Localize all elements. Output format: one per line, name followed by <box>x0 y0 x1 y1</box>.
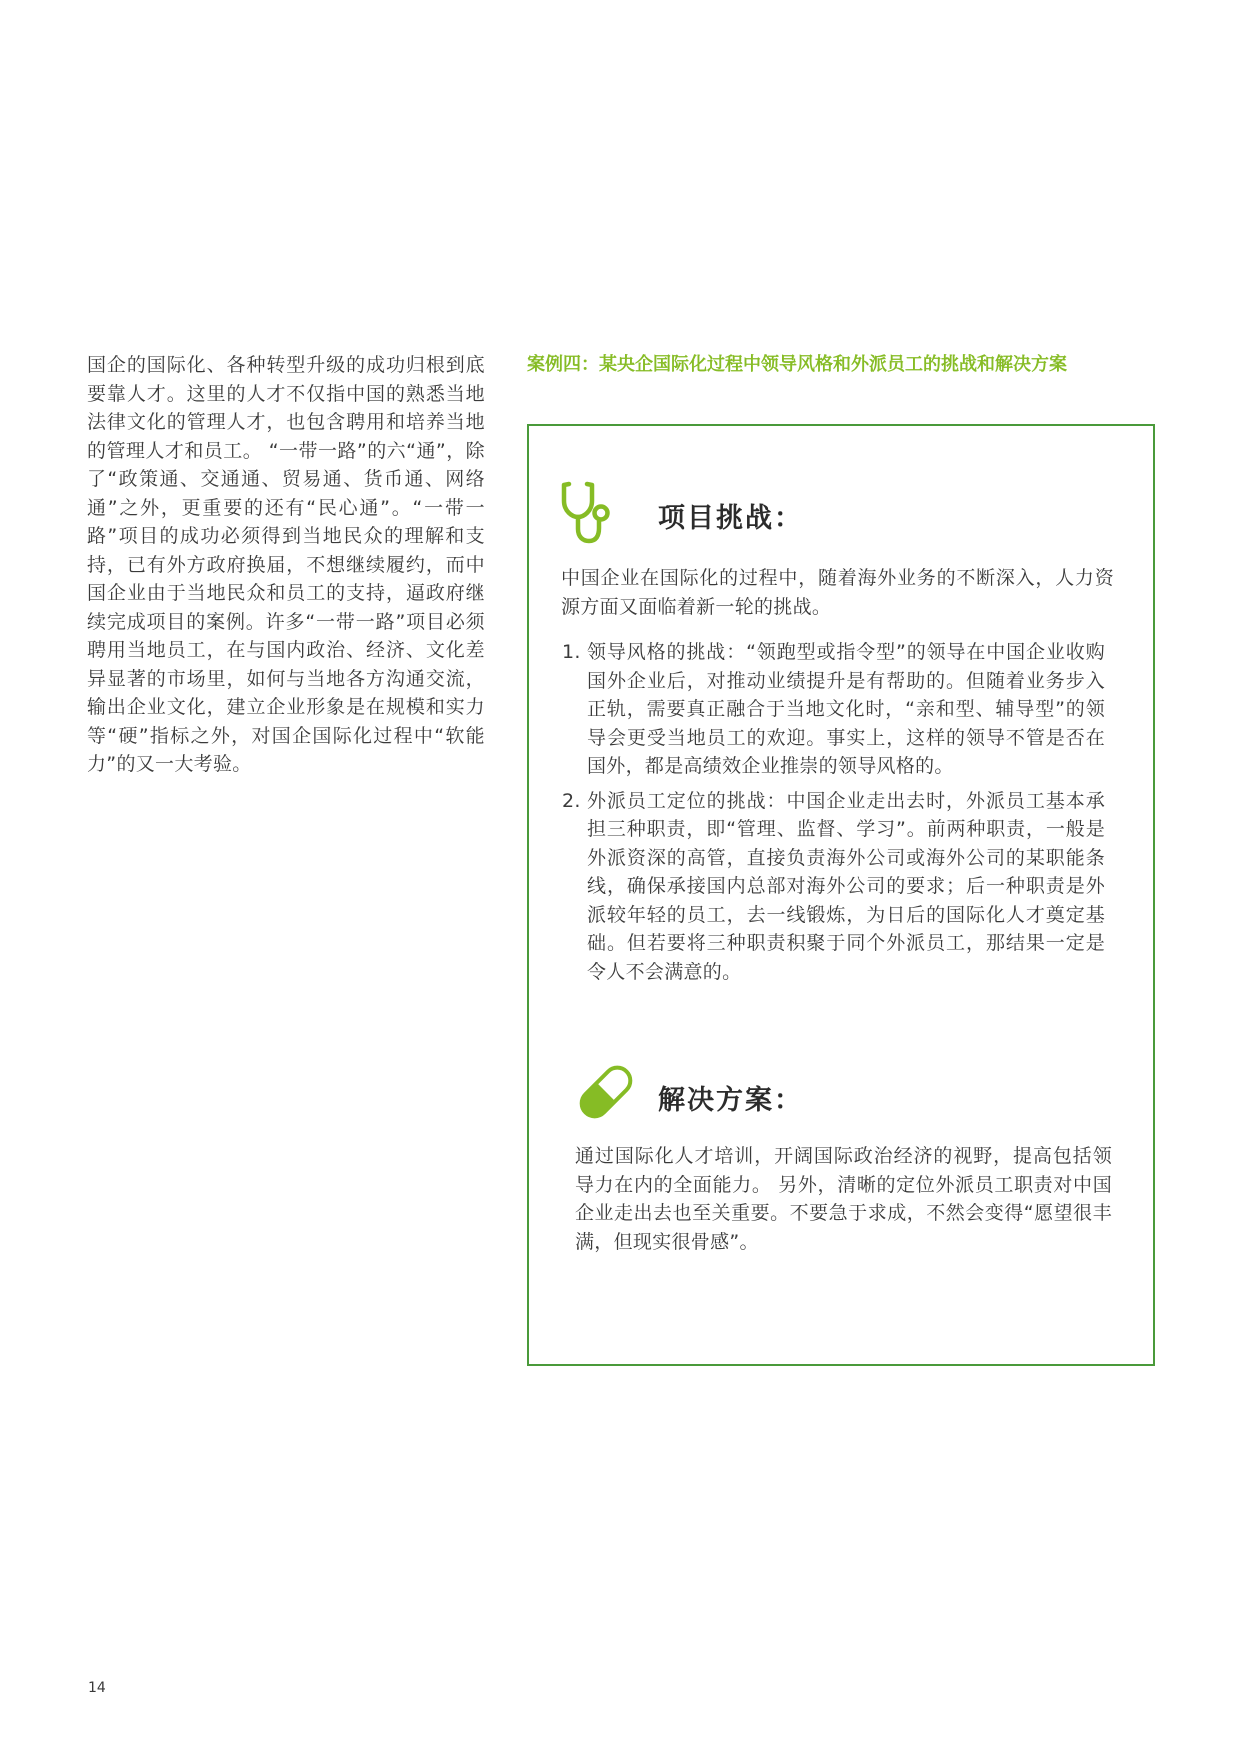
case-box <box>527 424 1155 1366</box>
case-title: 案例四：某央企国际化过程中领导风格和外派员工的挑战和解决方案 <box>527 354 1067 375</box>
page-number: 14 <box>88 1680 106 1696</box>
capsule-icon <box>572 1058 640 1126</box>
list-item <box>562 638 1105 781</box>
list-item-number: 2. <box>562 789 581 812</box>
stethoscope-icon <box>558 481 614 545</box>
solution-heading: 解决方案： <box>658 1085 803 1116</box>
list-item <box>562 787 1105 987</box>
solution-text: 通过国际化人才培训，开阔国际政治经济的视野，提高包括领导力在内的全面能力。 另外，清晰的定位外派员工职责对中国企业走出去也至关重要。不要急于求成，不然会变得“愿望很丰满，但现实很骨感”。 <box>575 1145 1112 1253</box>
challenge-list <box>562 638 1105 992</box>
list-item-text: 领导风格的挑战：“领跑型或指令型”的领导在中国企业收购国外企业后，对推动业绩提升是有帮助的。但随着业务步入正轨，需要真正融合于当地文化时，“亲和型、辅导型”的领导会更受当地员工的欢迎。事实上，这样的领导不管是否在国外，都是高绩效企业推崇的领导风格的。 <box>587 641 1105 777</box>
challenge-heading: 项目挑战： <box>658 503 803 534</box>
challenge-intro: 中国企业在国际化的过程中，随着海外业务的不断深入，人力资源方面又面临着新一轮的挑战。 <box>561 567 1114 618</box>
list-item-text: 外派员工定位的挑战：中国企业走出去时，外派员工基本承担三种职责，即“管理、监督、学习”。前两种职责，一般是外派资深的高管，直接负责海外公司或海外公司的某职能条线，确保承接国内总部对海外公司的要求；后一种职责是外派较年轻的员工，去一线锻炼，为日后的国际化人才奠定基础。但若要将三种职责积聚于同个外派员工，那结果一定是令人不会满意的。 <box>587 789 1105 983</box>
list-item-number: 1. <box>562 641 581 663</box>
left-column-text: 国企的国际化、各种转型升级的成功归根到底要靠人才。这里的人才不仅指中国的熟悉当地法律文化的管理人才，也包含聘用和培养当地的管理人才和员工。 “一带一路”的六“通”，除了“政策通、交通通、贸易通、货币通、网络通”之外，更重要的还有“民心通”。“一带一路”项目的成功必须得到当地民众的理解和支持，已有外方政府换届，不想继续履约，而中国企业由于当地民众和员工的支持，逼政府继续完成项目的案例。许多“一带一路”项目必须聘用当地员工，在与国内政治、经济、文化差异显著的市场里，如何与当地各方沟通交流，输出企业文化，建立企业形象是在规模和实力等“硬”指标之外，对国企国际化过程中“软能力”的又一大考验。 <box>87 354 485 775</box>
